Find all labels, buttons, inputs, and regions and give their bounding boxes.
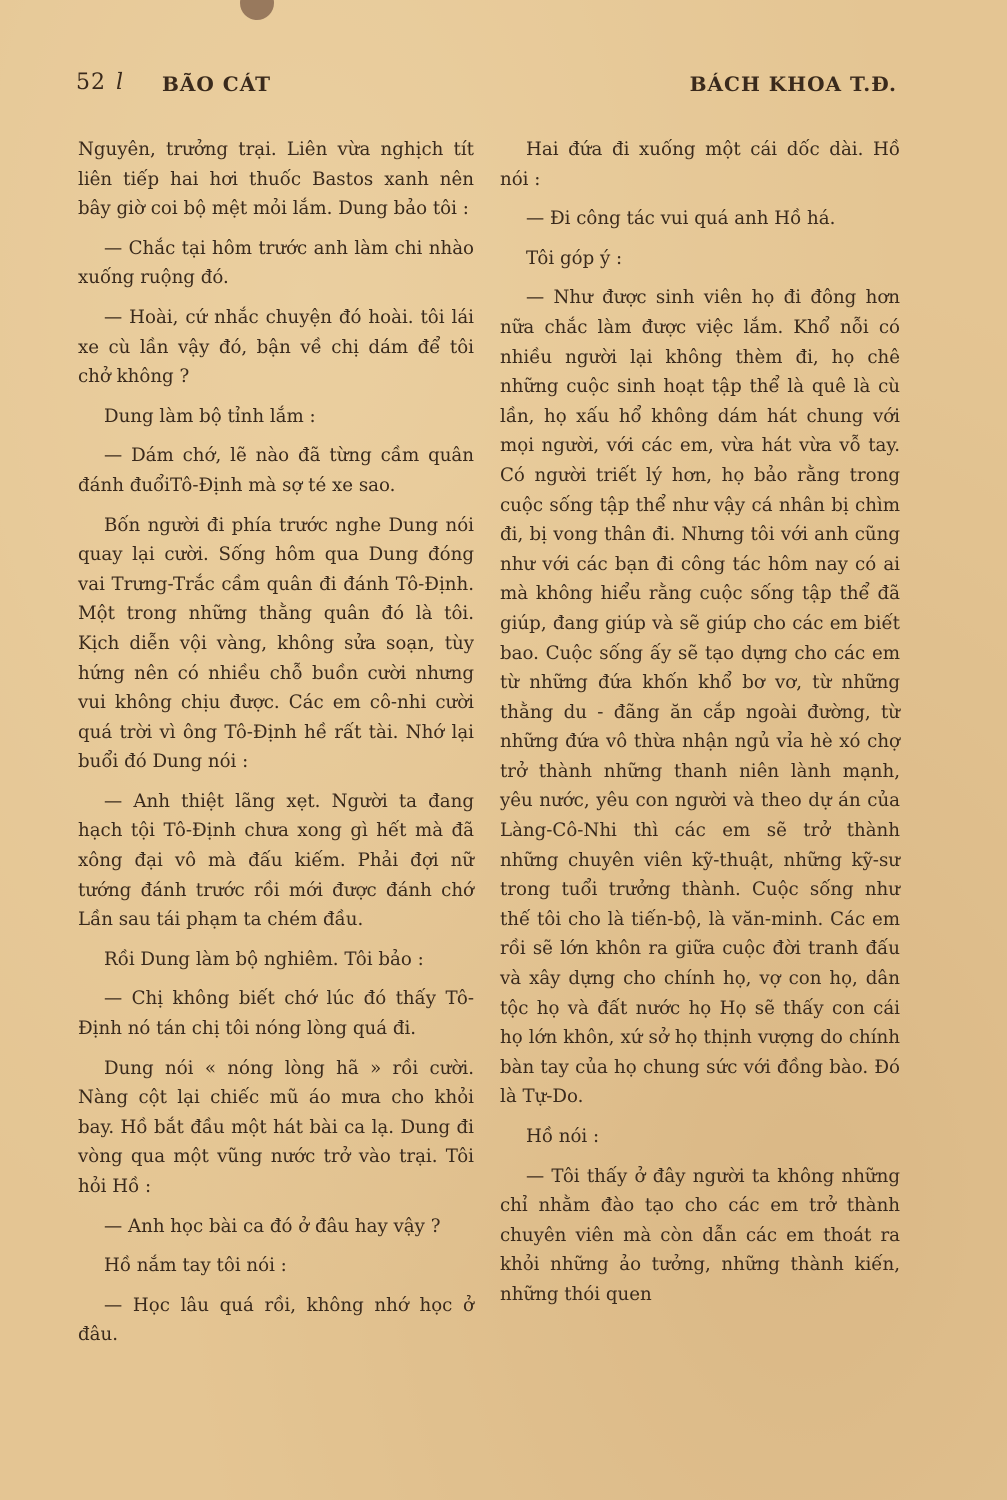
- paragraph: — Đi công tác vui quá anh Hồ há.: [526, 208, 836, 230]
- paragraph: Dung nói « nóng lòng hã » rồi cười. Nàng cột lại chiếc mũ áo mưa cho khỏi bay. Hồ bắt đầu một hát bài ca lạ. Dung đi vòng qua một vũng nước trở vào trại. Tôi hỏi Hồ :: [78, 1057, 474, 1197]
- paragraph: Nguyên, trưởng trại. Liên vừa nghịch tít liên tiếp hai hơi thuốc Bastos xanh nên bây giờ coi bộ mệt mỏi lắm. Dung bảo tôi :: [78, 139, 474, 220]
- paragraph: — Hoài, cứ nhắc chuyện đó hoài. tôi lái xe cù lần vậy đó, bận về chị dám để tôi chở không ?: [78, 306, 474, 388]
- paragraph: — Như được sinh viên họ đi đông hơn nữa chắc làm được việc lắm. Khổ nỗi có nhiều người lại không thèm đi, họ chê những cuộc sinh hoạt tập thể là quê là cù lần, họ xấu hổ không dám hát chung với mọi người, với các em, vừa hát vừa vỗ tay. Có người triết lý hơn, họ bảo rằng trong cuộc sống tập thể như vậy cá nhân bị chìm đi, bị vong thân đi. Nhưng tôi với anh cũng như với các bạn đi công tác hôm nay có ai mà không hiểu rằng cuộc sống tập thể đã giúp, đang giúp và sẽ giúp cho các em biết bao. Cuộc sống ấy sẽ tạo dựng cho các em từ những đứa khốn khổ bơ vơ, từ những thằng du - đãng ăn cắp ngoài đường, từ những đứa vô thừa nhận ngủ vỉa hè xó chợ trở thành những thanh niên lành mạnh, yêu nước, yêu con người và theo dự án của Làng-Cô-Nhi thì các em sẽ trở thành những chuyên viên kỹ-thuật, những kỹ-sư trong tuổi trưởng thành. Cuộc sống như thế tôi cho là tiến-bộ, là văn-minh. Các em rồi sẽ lớn khôn ra giữa cuộc đời tranh đấu và xây dựng cho chính họ, vợ con họ, dân tộc họ và đất nước họ Họ sẽ thấy con cái họ lớn khôn, xứ sở họ thịnh vượng do chính bàn tay của họ chung sức với đồng bào. Đó là Tự-Do.: [500, 287, 900, 1108]
- section-title: BÃO CÁT: [162, 72, 272, 96]
- paragraph: — Dám chớ, lẽ nào đã từng cầm quân đánh đuổiTô-Định mà sợ té xe sao.: [78, 445, 474, 496]
- paragraph: — Tôi thấy ở đây người ta không những chỉ nhằm đào tạo cho các em trở thành chuyên viên mà còn dẫn các em thoát ra khỏi những ảo tưởng, những thành kiến, những thói quen: [500, 1165, 900, 1305]
- right-column: [500, 135, 900, 1320]
- binding-hole-mark: [240, 0, 274, 20]
- paragraph: Tôi góp ý :: [526, 247, 623, 269]
- paragraph: Dung làm bộ tỉnh lắm :: [104, 405, 316, 427]
- header-divider: l: [116, 70, 124, 95]
- paragraph: — Chắc tại hôm trước anh làm chi nhào xuống ruộng đó.: [78, 237, 474, 289]
- paragraph: Hồ nói :: [526, 1126, 600, 1147]
- paragraph: — Anh học bài ca đó ở đâu hay vậy ?: [104, 1215, 441, 1237]
- paragraph: Hồ nắm tay tôi nói :: [104, 1255, 287, 1277]
- page-number: 52: [76, 70, 106, 95]
- paragraph: — Chị không biết chớ lúc đó thấy Tô-Định nó tán chị tôi nóng lòng quá đi.: [78, 988, 474, 1040]
- paragraph: Rồi Dung làm bộ nghiêm. Tôi bảo :: [104, 948, 424, 970]
- paragraph: Hai đứa đi xuống một cái dốc dài. Hồ nói :: [500, 139, 900, 190]
- page-header: [0, 62, 1007, 102]
- paragraph: — Học lâu quá rồi, không nhớ học ở đâu.: [78, 1294, 474, 1346]
- magazine-title: BÁCH KHOA T.Đ.: [689, 72, 897, 96]
- paragraph: — Anh thiệt lãng xẹt. Người ta đang hạch tội Tô-Định chưa xong gì hết mà đã xông đại vô mà đấu kiếm. Phải đợi nữ tướng đánh trước rồi mới được đánh chớ Lần sau tái phạm ta chém đầu.: [78, 790, 474, 931]
- left-column: [78, 135, 474, 1360]
- paragraph: Bốn người đi phía trước nghe Dung nói quay lại cười. Sống hôm qua Dung đóng vai Trưng-Trắc cầm quân đi đánh Tô-Định. Một trong những thằng quân đó là tôi. Kịch diễn vội vàng, không sửa soạn, tùy hứng nên có nhiều chỗ buồn cười nhưng vui không chịu được. Các em cô-nhi cười quá trời vì ông Tô-Định hề rất tài. Nhớ lại buổi đó Dung nói :: [78, 514, 474, 773]
